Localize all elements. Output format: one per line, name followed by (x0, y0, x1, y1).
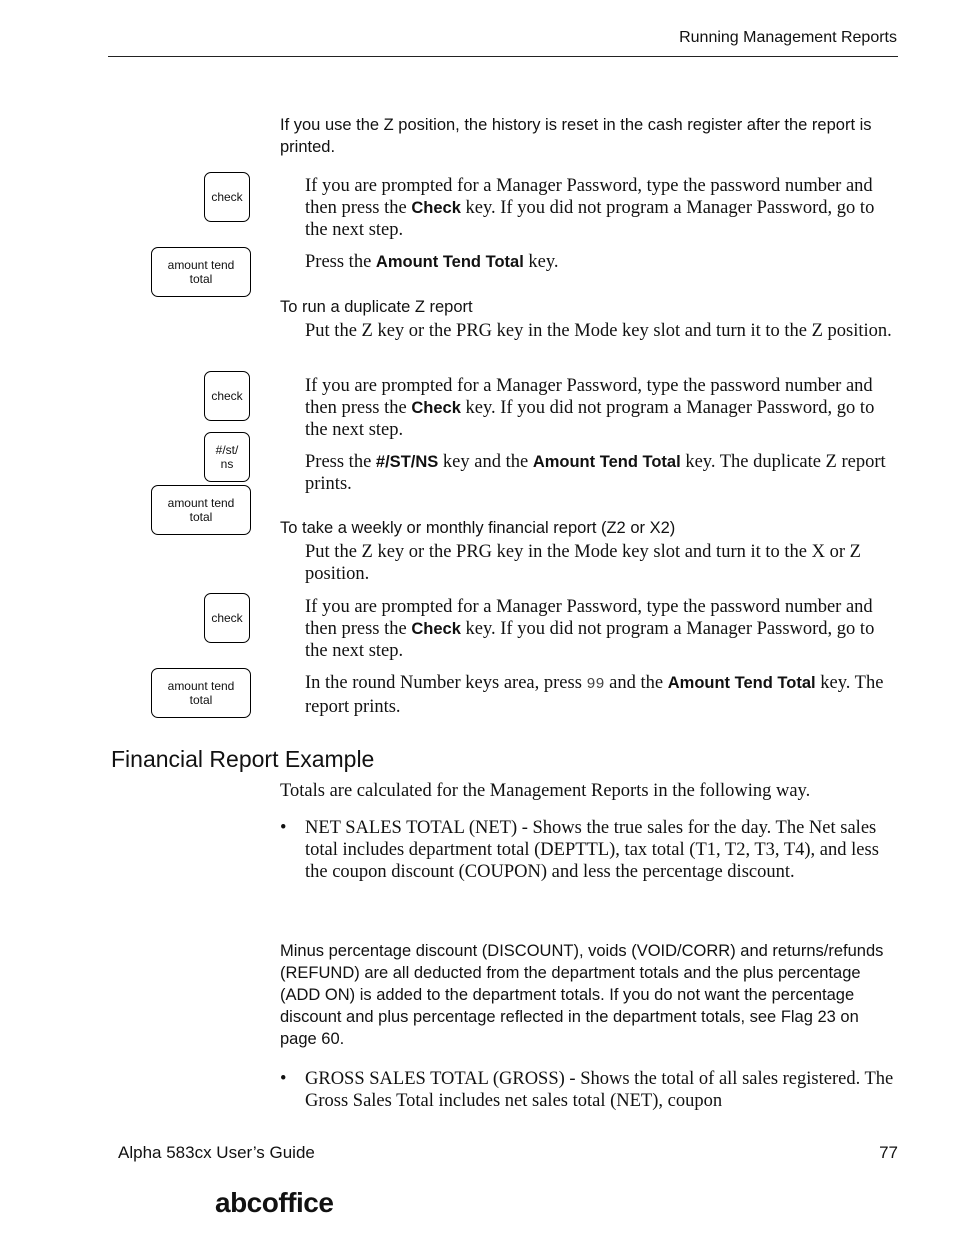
section-heading: Financial Report Example (111, 746, 375, 772)
check-key-icon: check (204, 371, 250, 421)
step-manager-password-2: If you are prompted for a Manager Password, type the password number and then press the Check key. If you did not program a Manager Password, go to the next step. (305, 376, 875, 440)
financial-intro: Totals are calculated for the Management Reports in the following way. (280, 781, 811, 801)
amount-tend-total-key-icon: amount tend total (151, 247, 251, 297)
header-divider (108, 56, 898, 57)
net-sales-bullet: NET SALES TOTAL (NET) - Shows the true sales for the day. The Net sales total includes department total (DEPTTL), tax total (T1, T2, T3, T4), and less the coupon discount (COUPON) and less the percentage discount. (305, 818, 879, 882)
bullet-icon: • (280, 1069, 287, 1089)
step-duplicate-z-prints: Press the #/ST/NS key and the Amount Tend Total key. The duplicate Z report prints. (305, 452, 886, 494)
amount-tend-total-key-icon: amount tend total (151, 485, 251, 535)
check-key-icon: check (204, 593, 250, 643)
page-number: 77 (879, 1143, 898, 1162)
step-manager-password-1: If you are prompted for a Manager Password, type the password number and then press the Check key. If you did not program a Manager Password, go to the next step. (305, 176, 875, 240)
abcoffice-logo: abcoffice (215, 1187, 334, 1218)
step-round-keys: In the round Number keys area, press 99 and the Amount Tend Total key. The report prints. (305, 673, 884, 717)
bullet-icon: • (280, 818, 287, 838)
st-ns-key-icon: #/st/ ns (204, 432, 250, 482)
gross-sales-bullet: GROSS SALES TOTAL (GROSS) - Shows the total of all sales registered. The Gross Sales Total includes net sales total (NET), coupon (305, 1069, 894, 1111)
minus-discount-paragraph: Minus percentage discount (DISCOUNT), voids (VOID/CORR) and returns/refunds (REFUND) are all deducted from the department totals and the plus percentage (ADD ON) is added to the department totals. If you do not want the percentage discount and plus percentage reflected in the department totals, see Flag 23 on page 60. (280, 942, 884, 1048)
intro-note: If you use the Z position, the history is reset in the cash register after the report is printed. (280, 116, 872, 156)
step-z-mode: Put the Z key or the PRG key in the Mode key slot and turn it to the Z position. (305, 321, 892, 341)
step-manager-password-3: If you are prompted for a Manager Password, type the password number and then press the Check key. If you did not program a Manager Password, go to the next step. (305, 597, 875, 661)
amount-tend-total-key-icon: amount tend total (151, 668, 251, 718)
step-xz-mode: Put the Z key or the PRG key in the Mode key slot and turn it to the X or Z position. (305, 542, 861, 584)
check-key-icon: check (204, 172, 250, 222)
weekly-monthly-heading: To take a weekly or monthly financial report (Z2 or X2) (280, 519, 676, 537)
footer-guide-title: Alpha 583cx User’s Guide (118, 1143, 315, 1162)
running-header: Running Management Reports (679, 29, 897, 46)
duplicate-z-heading: To run a duplicate Z report (280, 298, 473, 316)
step-amount-tend-total-1: Press the Amount Tend Total key. (305, 252, 559, 272)
